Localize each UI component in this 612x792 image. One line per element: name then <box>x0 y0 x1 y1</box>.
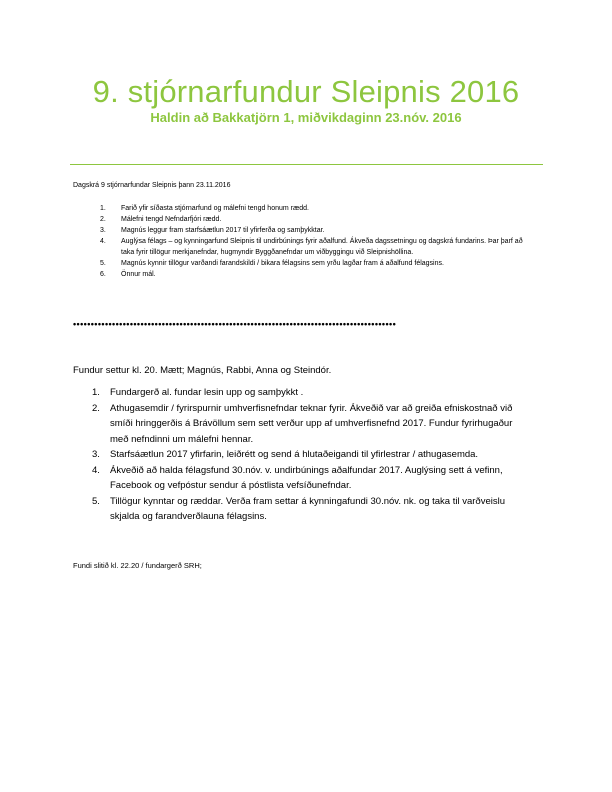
agenda-item-text: Magnús leggur fram starfsáætlun 2017 til yfirferða og samþykktar. <box>121 227 325 234</box>
agenda-item-number: 6. <box>100 271 106 278</box>
agenda-heading: Dagskrá 9 stjórnarfundar Sleipnis þann 23.11.2016 <box>73 182 231 189</box>
agenda-item-number: 1. <box>100 205 106 212</box>
minutes-list <box>92 385 532 525</box>
minutes-item <box>92 463 532 494</box>
minutes-item <box>92 494 532 525</box>
minutes-item <box>92 385 532 401</box>
minutes-item-number: 3. <box>92 449 100 460</box>
agenda-item <box>100 225 525 236</box>
agenda-item <box>100 258 525 269</box>
minutes-item-text: Tillögur kynntar og ræddar. Verða fram settar á kynningafundi 30.nóv. nk. og taka til varðveislu skjalda og farandverðlauna félagsins. <box>110 495 505 522</box>
title-divider <box>70 164 543 165</box>
agenda-item-text: Magnús kynnir tillögur varðandi farandskildi / bikara félagsins sem yrðu lagðar fram á aðalfund félagsins. <box>121 260 444 267</box>
minutes-item <box>92 401 532 448</box>
minutes-item-text: Ákveðið að halda félagsfund 30.nóv. v. undirbúnings aðalfundar 2017. Auglýsing sett á vefinn, Facebook og vefpóstur sendur á póstlista vefsíðunefndar. <box>110 464 503 491</box>
closing-note: Fundi slitið kl. 22.20 / fundargerð SRH; <box>73 561 202 570</box>
dotted-separator: ••••••••••••••••••••••••••••••••••••••••••••••••••••••••••••••••••••••••••••••••••••••••••• <box>73 319 397 329</box>
minutes-item-number: 2. <box>92 402 100 414</box>
document-title: 9. stjórnarfundur Sleipnis 2016 <box>92 74 520 109</box>
agenda-item-text: Farið yfir síðasta stjórnarfund og málefni tengd honum rædd. <box>121 205 309 212</box>
minutes-item-number: 1. <box>92 387 100 398</box>
agenda-item <box>100 214 525 225</box>
minutes-item-text: Fundargerð al. fundar lesin upp og samþykkt . <box>110 387 304 398</box>
minutes-item-number: 5. <box>92 495 100 507</box>
agenda-item-number: 3. <box>100 227 106 234</box>
agenda-item <box>100 269 525 280</box>
agenda-item-text: Önnur mál. <box>121 271 156 278</box>
agenda-item-number: 2. <box>100 216 106 223</box>
meeting-intro: Fundur settur kl. 20. Mætt; Magnús, Rabbi, Anna og Steindór. <box>73 365 332 376</box>
agenda-item-number: 4. <box>100 238 106 245</box>
agenda-item-text: Málefni tengd Nefndarfjóri rædd. <box>121 216 222 223</box>
minutes-item-number: 4. <box>92 464 100 476</box>
agenda-item <box>100 236 525 258</box>
minutes-item-text: Athugasemdir / fyrirspurnir umhverfisnefndar teknar fyrir. Ákveðið var að greiða efniskostnað við smíði hringgerðis á Brávöllum sem sett verður upp af umhverfisnefnd 2017. Fundur fyrirhugaður með nefndinni um málefni hennar. <box>110 402 513 445</box>
agenda-item-text: Auglýsa félags – og kynningarfund Sleipnis til undirbúnings fyrir aðalfund. Ákveða dagssetningu og dagskrá fundarins. Þar þarf að taka fyrir tillögur merkjanefndar, hugmyndir Byggðanefndar um viðbyggingu við Sleipnishöllina. <box>121 238 523 256</box>
agenda-item-number: 5. <box>100 260 106 267</box>
minutes-item <box>92 447 532 463</box>
document-subtitle: Haldin að Bakkatjörn 1, miðvikdaginn 23.nóv. 2016 <box>150 110 462 125</box>
agenda-item <box>100 203 525 214</box>
agenda-list <box>100 203 525 280</box>
minutes-item-text: Starfsáætlun 2017 yfirfarin, leiðrétt og send á hlutaðeigandi til yfirlestrar / athugasemda. <box>110 449 479 460</box>
